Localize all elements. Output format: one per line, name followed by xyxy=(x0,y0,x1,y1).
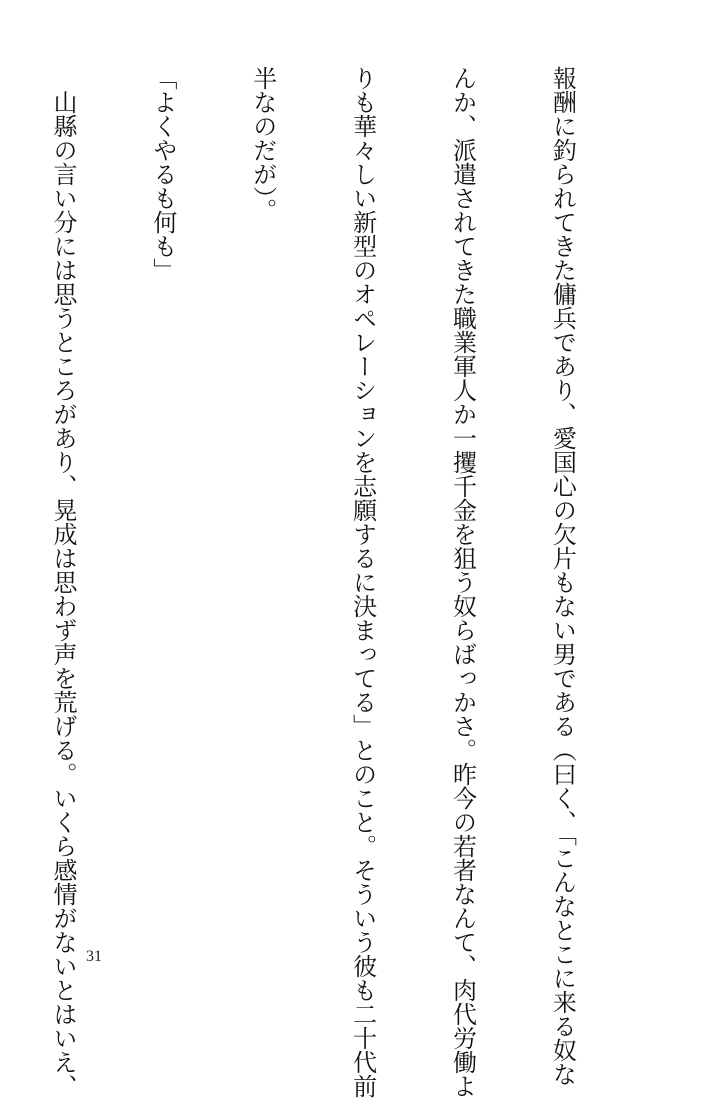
body-line: 報酬に釣られてきた傭兵であり、愛国心の欠片もない男である（曰く、「こんなとこに来る奴な xyxy=(548,66,577,1086)
body-line: 半なのだが）。 xyxy=(248,66,277,222)
body-line: りも華々しい新型のオペレーションを志願するに決まってる」とのこと。そういう彼も二十代前 xyxy=(348,66,377,1098)
page-number: 31 xyxy=(86,948,102,965)
body-line: 「よくやるも何も」 xyxy=(148,66,177,282)
body-line: んか、派遣されてきた職業軍人か一攫千金を狙う奴らばっかさ。昨今の若者なんて、肉代労働よ xyxy=(448,66,477,1098)
body-line: 山縣の言い分には思うところがあり、晃成は思わず声を荒げる。いくら感情がないとはいえ、 xyxy=(48,66,77,1098)
